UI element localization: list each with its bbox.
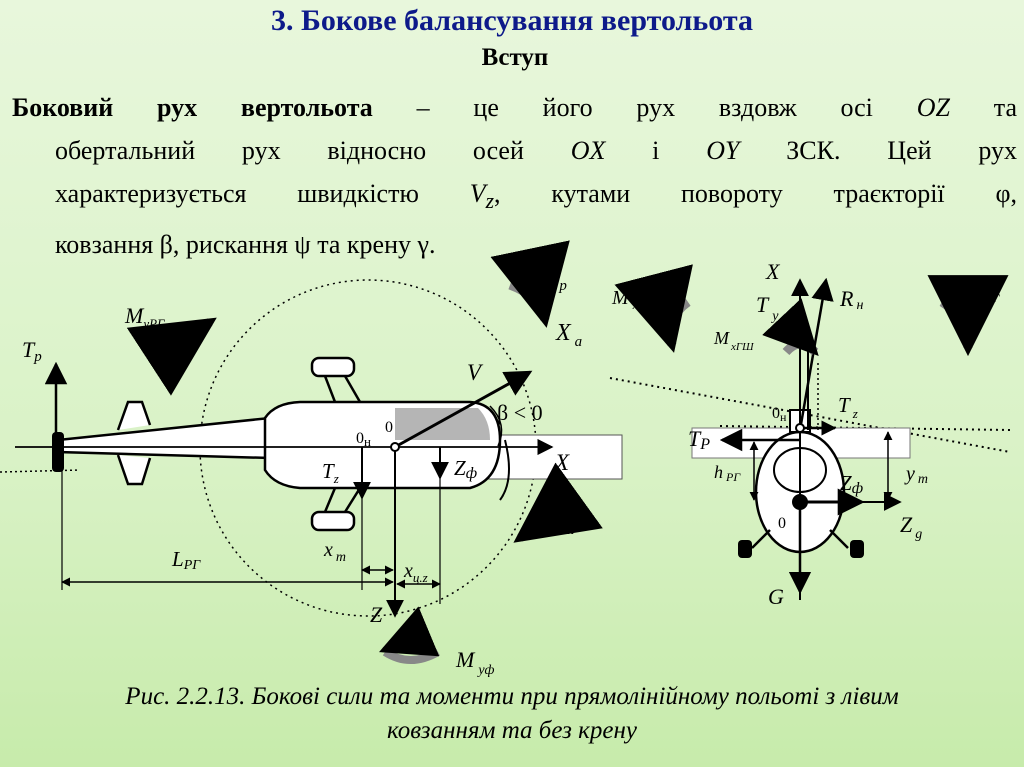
label-lrg: LРГ <box>172 547 201 573</box>
m-xrg-curve <box>670 302 688 345</box>
rotor-center-point <box>796 424 804 432</box>
label-tz-right: T $_z$ <box>838 393 858 421</box>
right-wheel <box>850 540 864 558</box>
label-z-left: Z <box>370 602 383 627</box>
label-tp: TР <box>688 426 711 453</box>
intro-line-2: обертальний рух відносно осей OX і OY ЗСК. Цей рух <box>55 136 1017 165</box>
intro-line-3: характеризується швидкістю $V_z$, кутами повороту траєкторії φ, <box>55 179 1017 214</box>
tail-boom <box>58 418 270 458</box>
m-xng-curve <box>942 302 968 348</box>
label-xa: X $_a$ <box>556 320 583 350</box>
gear-top-strut <box>325 376 360 402</box>
omega-curve <box>520 492 545 538</box>
label-m-xng: M $_{xНГ}$ <box>960 281 1000 305</box>
label-m-yf: M $_{yф}$ <box>456 647 495 678</box>
left-helicopter-diagram <box>0 280 622 660</box>
label-rn: Rн <box>840 286 864 313</box>
tail-rotor-blade <box>52 432 64 472</box>
figure-caption: Рис. 2.2.13. Бокові сили та моменти при прямолінійному польоті з лівим ковзанням та без крену <box>125 683 899 744</box>
gear-top-wheel <box>312 358 354 376</box>
intro-term: Боковий рух вертольота <box>12 93 373 122</box>
center-point <box>391 443 399 451</box>
gear-bottom-wheel <box>312 512 354 530</box>
m-yf-curve-head <box>384 644 432 650</box>
label-o: 0 <box>385 419 393 436</box>
rn-vector <box>800 280 826 430</box>
label-ty: T $_y$ <box>756 292 779 324</box>
label-xt: x $_т$ <box>324 539 347 565</box>
right-helicopter-diagram <box>610 280 1010 600</box>
label-m-xgsh: M $_{xГШ}$ <box>714 328 754 353</box>
label-hrg: hРГ <box>714 462 741 484</box>
label-x-left: X <box>555 450 570 475</box>
label-omega: $\omega_н$ <box>552 508 574 538</box>
slide-subtitle: Вступ <box>481 44 549 71</box>
label-zf: Zф <box>454 456 478 482</box>
label-x-right: X <box>766 259 780 284</box>
tail-fin-top <box>118 402 150 430</box>
cockpit-shade <box>395 408 490 440</box>
label-m-xrg: M $_{xРГ}$ <box>612 287 653 312</box>
label-on: 0н <box>356 430 371 449</box>
label-xcz: $x_{ц.z}$ <box>404 560 428 585</box>
label-m-yrg: $M_{yРГ}$ <box>125 303 165 331</box>
label-beta: β < 0 <box>497 400 543 425</box>
slide-title: 3. Бокове балансування вертольота <box>271 4 753 37</box>
m-yrg-curve <box>185 322 210 362</box>
label-tr: Tр <box>22 337 42 365</box>
label-o-right: 0 <box>778 515 786 532</box>
label-on-right: 0н <box>772 405 787 424</box>
label-tz: $T_z$ <box>322 459 339 486</box>
tail-rotor-disc <box>0 470 80 472</box>
label-m-r: M р <box>537 270 567 295</box>
m-yf-curve <box>385 652 438 660</box>
left-wheel <box>738 540 752 558</box>
label-zg: Z $_g$ <box>900 512 923 542</box>
gear-bottom-strut <box>325 488 360 512</box>
label-yt: y т <box>906 463 929 487</box>
center-of-gravity <box>792 494 808 510</box>
label-v: V <box>467 360 482 385</box>
label-zf-right: Zф <box>840 471 864 497</box>
label-g: G <box>768 584 784 609</box>
intro-line-1: Боковий рух вертольота – це його рух вздовж осі OZ та <box>12 93 1017 122</box>
intro-line-4: ковзання β, рискання ψ та крену γ. <box>55 230 436 260</box>
tail-fin-bottom <box>118 455 150 484</box>
